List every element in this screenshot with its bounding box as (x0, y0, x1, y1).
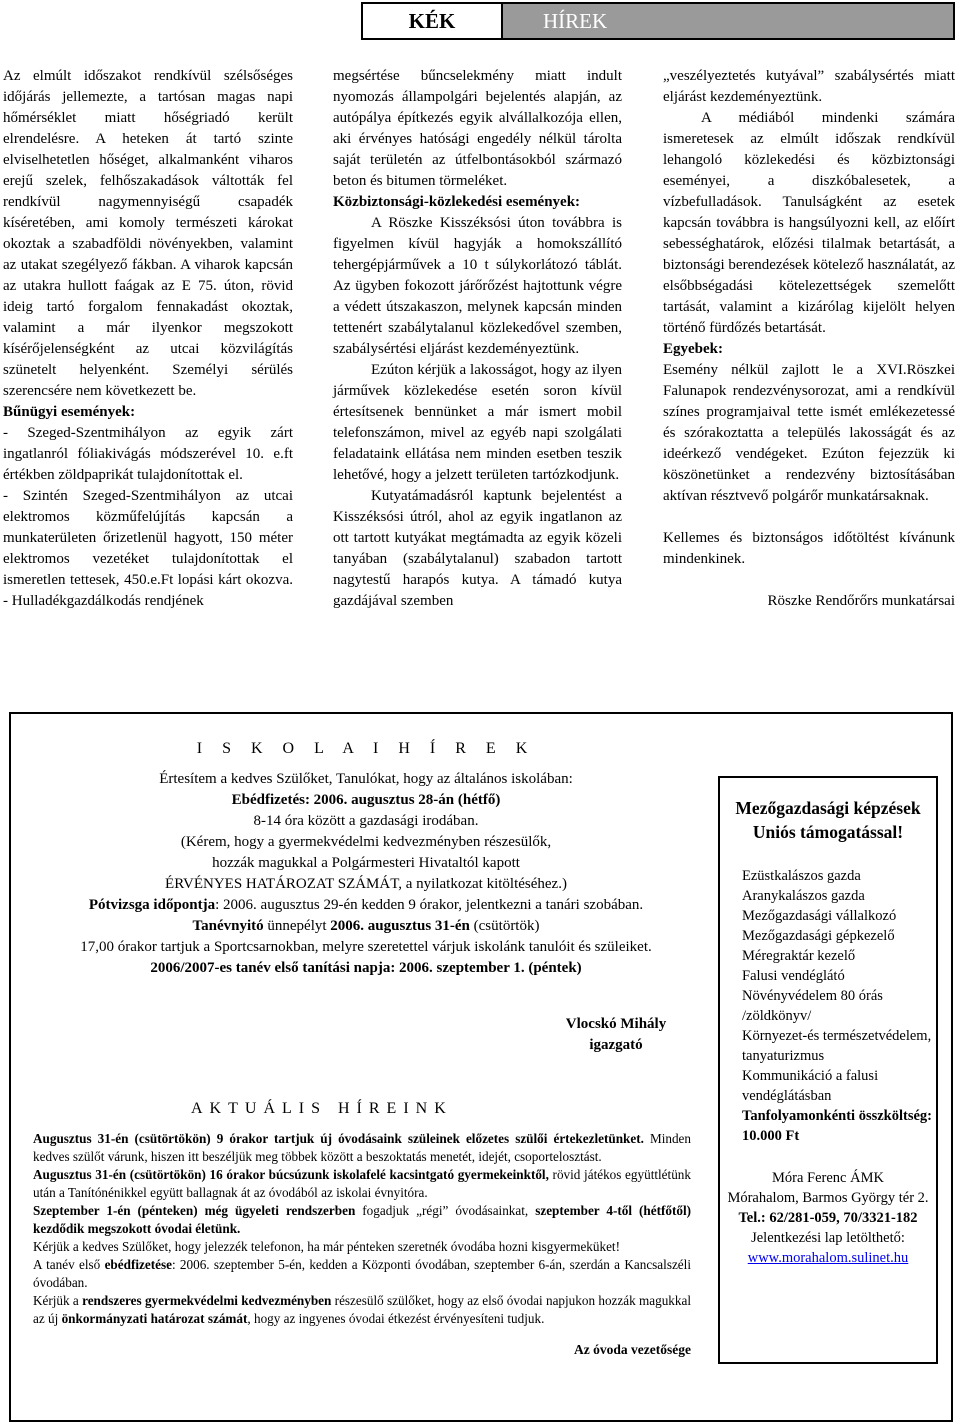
text: Kérjük a (33, 1293, 83, 1308)
tab-hirek: HÍREK (503, 4, 953, 38)
contact-address: Mórahalom, Barmos György tér 2. (727, 1190, 929, 1206)
school-line: Értesítem a kedves Szülőket, Tanulókat, hogy az általános iskolában: (159, 771, 573, 787)
school-line: 2006/2007-es tanév első tanítási napja: 2006. szeptember 1. (péntek) (150, 960, 582, 976)
school-news-heading: I S K O L A I H Í R E K (196, 740, 536, 757)
bold-text: szeptember 4-től (hétfőtől) kezdődik megszokott óvodai életünk. (33, 1203, 692, 1236)
paragraph: Kellemes és biztonságos időtöltést kívánunk mindenkinek. (663, 530, 955, 567)
text: rövid játékos együttlétünk után a Tanítónénikkel együtt ballagnak át az óvodából az iskolai évnyitóra. (33, 1167, 691, 1200)
contact-phone: Tel.: 62/281-059, 70/3321-182 (738, 1210, 918, 1226)
bold-text: Augusztus 31-én (csütörtökön) 16 órakor búcsúzunk iskolafelé kacsintgató gyermekeinktől, (33, 1167, 549, 1182)
kinder-signature: Az óvoda vezetősége (574, 1342, 691, 1357)
text: Minden kedves szülőt várunk, hiszen itt beszéljük meg többek között a beszoktatás menetét, idejét, csoportelosztást. (33, 1131, 691, 1164)
school-line: ÉRVÉNYES HATÁROZAT SZÁMÁT, a nyilatkozat kitöltéséhez.) (165, 876, 567, 892)
paragraph: Esemény nélkül zajlott le a XVI.Röszkei Falunapok rendezvénysorozat, ami a rendkívül színes programjaival tette ismét emlékezetessé és szórakoztatta a település lakosságát és az ideérkező vendégeket. Ezúton fejezzük ki köszönetünket a rendezvény biztosításában aktívan résztvevő polgárőr munkatársaknak. (663, 362, 955, 504)
kinder-paragraph (33, 1292, 691, 1328)
section-tabs (361, 2, 955, 40)
school-line: Ebédfizetés: 2006. augusztus 28-án (hétfő) (231, 792, 501, 808)
course-item: Aranykalászos gazda (742, 888, 865, 904)
course-item: Méregraktár kezelő (742, 948, 856, 964)
text: : 2006. szeptember 5-én, kedden a Központi óvodában, szeptember 6-án, szerdán a Kancsalszéli óvodában. (33, 1257, 691, 1290)
school-signature (541, 1014, 691, 1056)
paragraph: Ezúton kérjük a lakosságot, hogy az ilyen járművek közlekedése esetén soron kívül értesítsenek bennünket a már ismert mobil telefonszámon, mivel az egyéb napi szolgálati feladataink ellátása nem minden esetben teszik lehetővé, hogy a jelzett területen tartózkodjunk. (333, 362, 622, 483)
bold-text: rendszeres gyermekvédelmi kedvezményben (82, 1293, 332, 1308)
course-item: Kommunikáció a falusi vendéglátásban (742, 1068, 879, 1104)
course-list (742, 866, 936, 1106)
kinder-paragraph (33, 1256, 691, 1292)
text: ünnepélyt (263, 918, 331, 934)
school-line: (Kérem, hogy a gyermekvédelmi kedvezményben részesülők, (180, 834, 552, 850)
paragraph: - Szintén Szeged-Szentmihályon az utcai elektromos közműfelújítás kapcsán a munkaterületen őrizetlenül hagyott, 150 méter elektromos vezetéket tulajdonítottak el ismeretlen tettesek, 450.e.Ft lopási kárt okozva. - Hulladékgazdálkodás rendjének (3, 488, 293, 609)
text: részesülő szülőket, hogy az első óvodai napjukon hozzák magukkal az új (33, 1293, 691, 1326)
course-item: Falusi vendéglátó (742, 968, 845, 984)
course-item: Növényvédelem 80 órás /zöldkönyv/ (742, 988, 883, 1024)
kinder-paragraph: Kérjük a kedves Szülőket, hogy jelezzék telefonon, ha már pénteken szeretnék óvodába hozni kisgyermeküket! (33, 1239, 620, 1254)
school-news (41, 738, 691, 979)
police-signature: Röszke Rendőrőrs munkatársai (767, 593, 955, 609)
text: A tanév első (33, 1257, 105, 1272)
school-line: 8-14 óra között a gazdasági irodában. (253, 813, 479, 829)
school-line: hozzák magukkal a Polgármesteri Hivataltól kapott (212, 855, 520, 871)
text: fogadjuk „régi” óvodásainkat, (355, 1203, 536, 1218)
crime-heading: Bűnügyi események: (3, 404, 136, 420)
other-heading: Egyebek: (663, 341, 723, 357)
course-price: Tanfolyamonkénti összköltség: 10.000 Ft (742, 1108, 933, 1144)
text: , hogy az ingyenes óvodai étkezést érvényesíteni tudjuk. (247, 1311, 545, 1326)
course-item: Környezet-és természetvédelem, tanyaturizmus (742, 1028, 932, 1064)
school-line: 17,00 órakor tartjuk a Sportcsarnokban, melyre szeretettel várjuk iskolánk tanulóit és szüleiket. (80, 939, 652, 955)
kinder-news-heading: AKTUÁLIS HÍREINK (191, 1100, 453, 1117)
bold-text: önkormányzati határozat számát (61, 1311, 248, 1326)
kinder-paragraph (33, 1202, 691, 1238)
label: Tanévnyitó (192, 918, 264, 934)
bold-text: Augusztus 31-én (csütörtökön) 9 órakor tartjuk új óvodásaink szüleinek előzetes szülői értekezletünket. (33, 1131, 644, 1146)
article-column-1 (3, 66, 293, 612)
article-column-3 (663, 66, 955, 612)
paragraph: A médiából mindenki számára ismeretesek az elmúlt időszak rendkívül lehangoló közlekedési és közbiztonsági eseményei, a diszkóbalesetek, a vízbefulladások. Tanulságként az esetek kapcsán továbbra is hangsúlyozni kell, az előírt sebességhatárok, előzési tilalmak betartását, a biztonsági berendezések kötelező használatát, az elsőbbségadási kötelezettségek szemelőtt tartását, valamint a kizárólag kijelölt helyen történő fürdőzés betartását. (663, 110, 955, 336)
label: Pótvizsga időpontja (88, 897, 216, 913)
download-label: Jelentkezési lap letölthető: (751, 1230, 905, 1246)
paragraph: megsértése bűncselekmény miatt indult nyomozás állampolgári bejelentés alapján, az autópálya építkezés egyik alvállalkozója ellen, aki érvényes hatósági engedély nélkül tárolta saját területén az útfelbontásokból származó beton és bitumen törmeléket. (333, 68, 622, 189)
paragraph: „veszélyeztetés kutyával” szabálysértés miatt eljárást kezdeményeztünk. (663, 68, 955, 105)
course-item: Mezőgazdasági vállalkozó (742, 908, 897, 924)
paragraph: - Szeged-Szentmihályon az egyik zárt ingatlanról fóliakivágás módszerével 10. e.ft értékben zöldpaprikát tulajdonítottak el. (3, 425, 293, 483)
signature-role: igazgató (589, 1037, 643, 1053)
website-link[interactable]: www.morahalom.sulinet.hu (747, 1250, 909, 1266)
school-news-box (9, 712, 953, 1422)
paragraph: A Röszke Kisszéksósi úton továbbra is figyelmen kívül hagyják a homokszállító tehergépjárművek a 10 t súlykorlátozó táblát. Az ügyben fokozott járőrőzést hajtottunk végre a védett útszakaszon, melynek kapcsán minden tettenért szabálytalanul közlekedővel szemben, szabálysértési eljárást kezdeményeztünk. (333, 215, 622, 357)
paragraph: Az elmúlt időszakot rendkívül szélsőséges időjárás jellemezte, a tartósan magas napi hőmérséklet miatt hőségriadó került elrendelésre. A heteken át tartó szinte elviselhetetlen hőséget, alkalmanként viharos erejű szelek, felhőszakadások váltották fel rendkívül nagymennyiségű csapadék kíséretében, ami komoly természeti károkat okoztak a szabadföldi növényekben, valamint az utakat szegélyező fákban. A viharok kapcsán az utakra hullott faágak az E 75. úton, rövid ideig tartó forgalom fennakadást okoztak, valamint a már ilyenkor megszokott kísérőjelenségként az utcai közvilágítás szünetelt helyenként. Személyi sérülés szerencsére nem következett be. (3, 68, 293, 399)
course-item: Mezőgazdasági gépkezelő (742, 928, 895, 944)
kinder-paragraph (33, 1166, 691, 1202)
school-line (41, 916, 691, 937)
bold-text: ebédfizetése (104, 1257, 172, 1272)
kinder-paragraph (33, 1130, 691, 1166)
date: 2006. augusztus 31-én (330, 918, 470, 934)
agri-training-box (718, 776, 938, 1364)
text: : 2006. augusztus 29-én kedden 9 órakor, jelentkezni a tanári szobában. (215, 897, 644, 913)
bold-text: Szeptember 1-én (pénteken) még ügyeleti rendszerben (33, 1203, 356, 1218)
article-column-2 (333, 66, 622, 612)
kinder-news (33, 1130, 691, 1328)
course-item: Ezüstkalászos gazda (742, 868, 861, 884)
paragraph: Kutyatámadásról kaptunk bejelentést a Kisszéksósi útról, ahol az egyik ingatlanon az ott tartott kutyákat megtámadta az egyik közeli tanyában (szabálytalanul) szabadon tartott nagytestű harapós kutya. A támadó kutya gazdájával szemben (333, 488, 622, 609)
contact-block (720, 1168, 936, 1268)
signature-name: Vlocskó Mihály (565, 1016, 667, 1032)
tab-kek: KÉK (363, 4, 503, 38)
text: (csütörtök) (469, 918, 540, 934)
contact-org: Móra Ferenc ÁMK (772, 1170, 884, 1186)
agri-title: Mezőgazdasági képzések Uniós támogatással! (735, 798, 921, 842)
school-line (41, 895, 691, 916)
traffic-heading: Közbiztonsági-közlekedési események: (333, 194, 581, 210)
